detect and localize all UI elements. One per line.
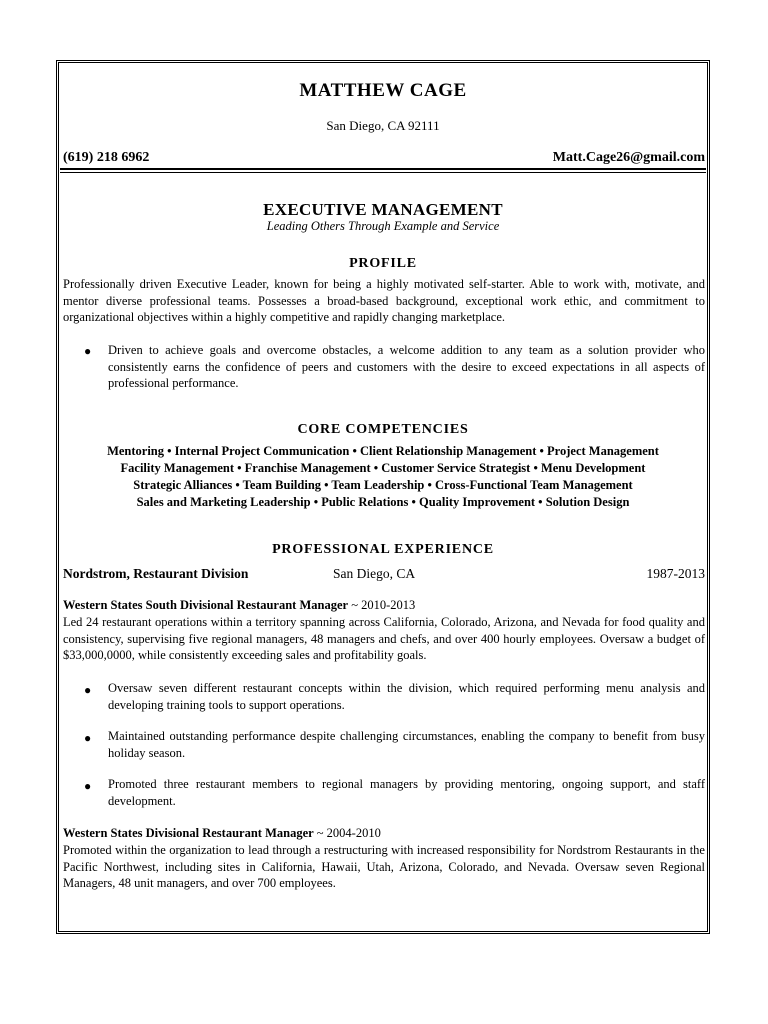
profile-heading: PROFILE xyxy=(349,256,417,271)
competencies-heading: CORE COMPETENCIES xyxy=(297,422,469,437)
profile-summary: Professionally driven Executive Leader, known for being a highly motivated self-starter. Able to work with, motivate, and mentor diverse professional teams. Possesses a broad-based background, exceptional work ethic, and commitment to organizational objectives within a highly competitive and rapidly changing marketplace. xyxy=(63,277,705,324)
address: San Diego, CA 92111 xyxy=(326,118,440,133)
email-address: Matt.Cage26@gmail.com xyxy=(552,150,705,165)
role-heading xyxy=(63,826,381,841)
bullet-icon: ● xyxy=(84,779,92,793)
experience-heading: PROFESSIONAL EXPERIENCE xyxy=(272,542,494,557)
bullet-icon: ● xyxy=(84,683,92,697)
role-bullet: Promoted three restaurant members to regional managers by providing mentoring, ongoing support, and staff development. xyxy=(108,777,705,808)
header-rule-thick xyxy=(60,168,706,170)
profile-bullet: Driven to achieve goals and overcome obstacles, a welcome addition to any team as a solution provider who consistently earns the confidence of peers and customers with the desire to exceed expectations in all aspects of professional performance. xyxy=(108,343,705,390)
phone-number: (619) 218 6962 xyxy=(63,150,150,165)
role-bullet: Maintained outstanding performance despite challenging circumstances, enabling the company to benefit from busy holiday season. xyxy=(108,729,705,760)
competencies-line: Mentoring • Internal Project Communication • Client Relationship Management • Project Management xyxy=(107,444,659,458)
headline-tagline: Leading Others Through Example and Service xyxy=(266,219,500,233)
role-bullet: Oversaw seven different restaurant concepts within the division, which required performing menu analysis and developing training tools to support operations. xyxy=(108,681,705,712)
role-dates: ~ 2010-2013 xyxy=(348,598,416,612)
competencies-line: Facility Management • Franchise Management • Customer Service Strategist • Menu Development xyxy=(120,461,646,475)
role-dates: ~ 2004-2010 xyxy=(313,826,381,840)
bullet-icon: ● xyxy=(84,344,92,358)
role-summary: Led 24 restaurant operations within a territory spanning across California, Colorado, Arizona, and Nevada for food quality and consistency, supervising five regional managers, 48 managers and chefs, and over 400 hourly employees. Oversaw a budget of $33,000,0000, while consistently exceeding sales and profitability goals. xyxy=(63,615,705,662)
role-title: Western States South Divisional Restaurant Manager xyxy=(63,598,349,612)
company-name: Nordstrom, Restaurant Division xyxy=(63,566,249,581)
role-summary: Promoted within the organization to lead through a restructuring with increased responsibility for Nordstrom Restaurants in the Pacific Northwest, including sites in California, Hawaii, Utah, Arizona, Colorado, and Nevada. Oversaw seven Regional Managers, 48 unit managers, and over 700 employees. xyxy=(63,843,705,890)
headline-title: EXECUTIVE MANAGEMENT xyxy=(263,200,503,219)
bullet-icon: ● xyxy=(84,731,92,745)
candidate-name: MATTHEW CAGE xyxy=(299,80,467,101)
competencies-line: Strategic Alliances • Team Building • Team Leadership • Cross-Functional Team Management xyxy=(133,478,633,492)
role-heading xyxy=(63,598,415,613)
company-location: San Diego, CA xyxy=(333,566,416,581)
company-years: 1987-2013 xyxy=(646,566,705,581)
header-rule-thin xyxy=(60,172,706,173)
competencies-line: Sales and Marketing Leadership • Public Relations • Quality Improvement • Solution Design xyxy=(136,495,630,509)
role-title: Western States Divisional Restaurant Manager xyxy=(63,826,314,840)
